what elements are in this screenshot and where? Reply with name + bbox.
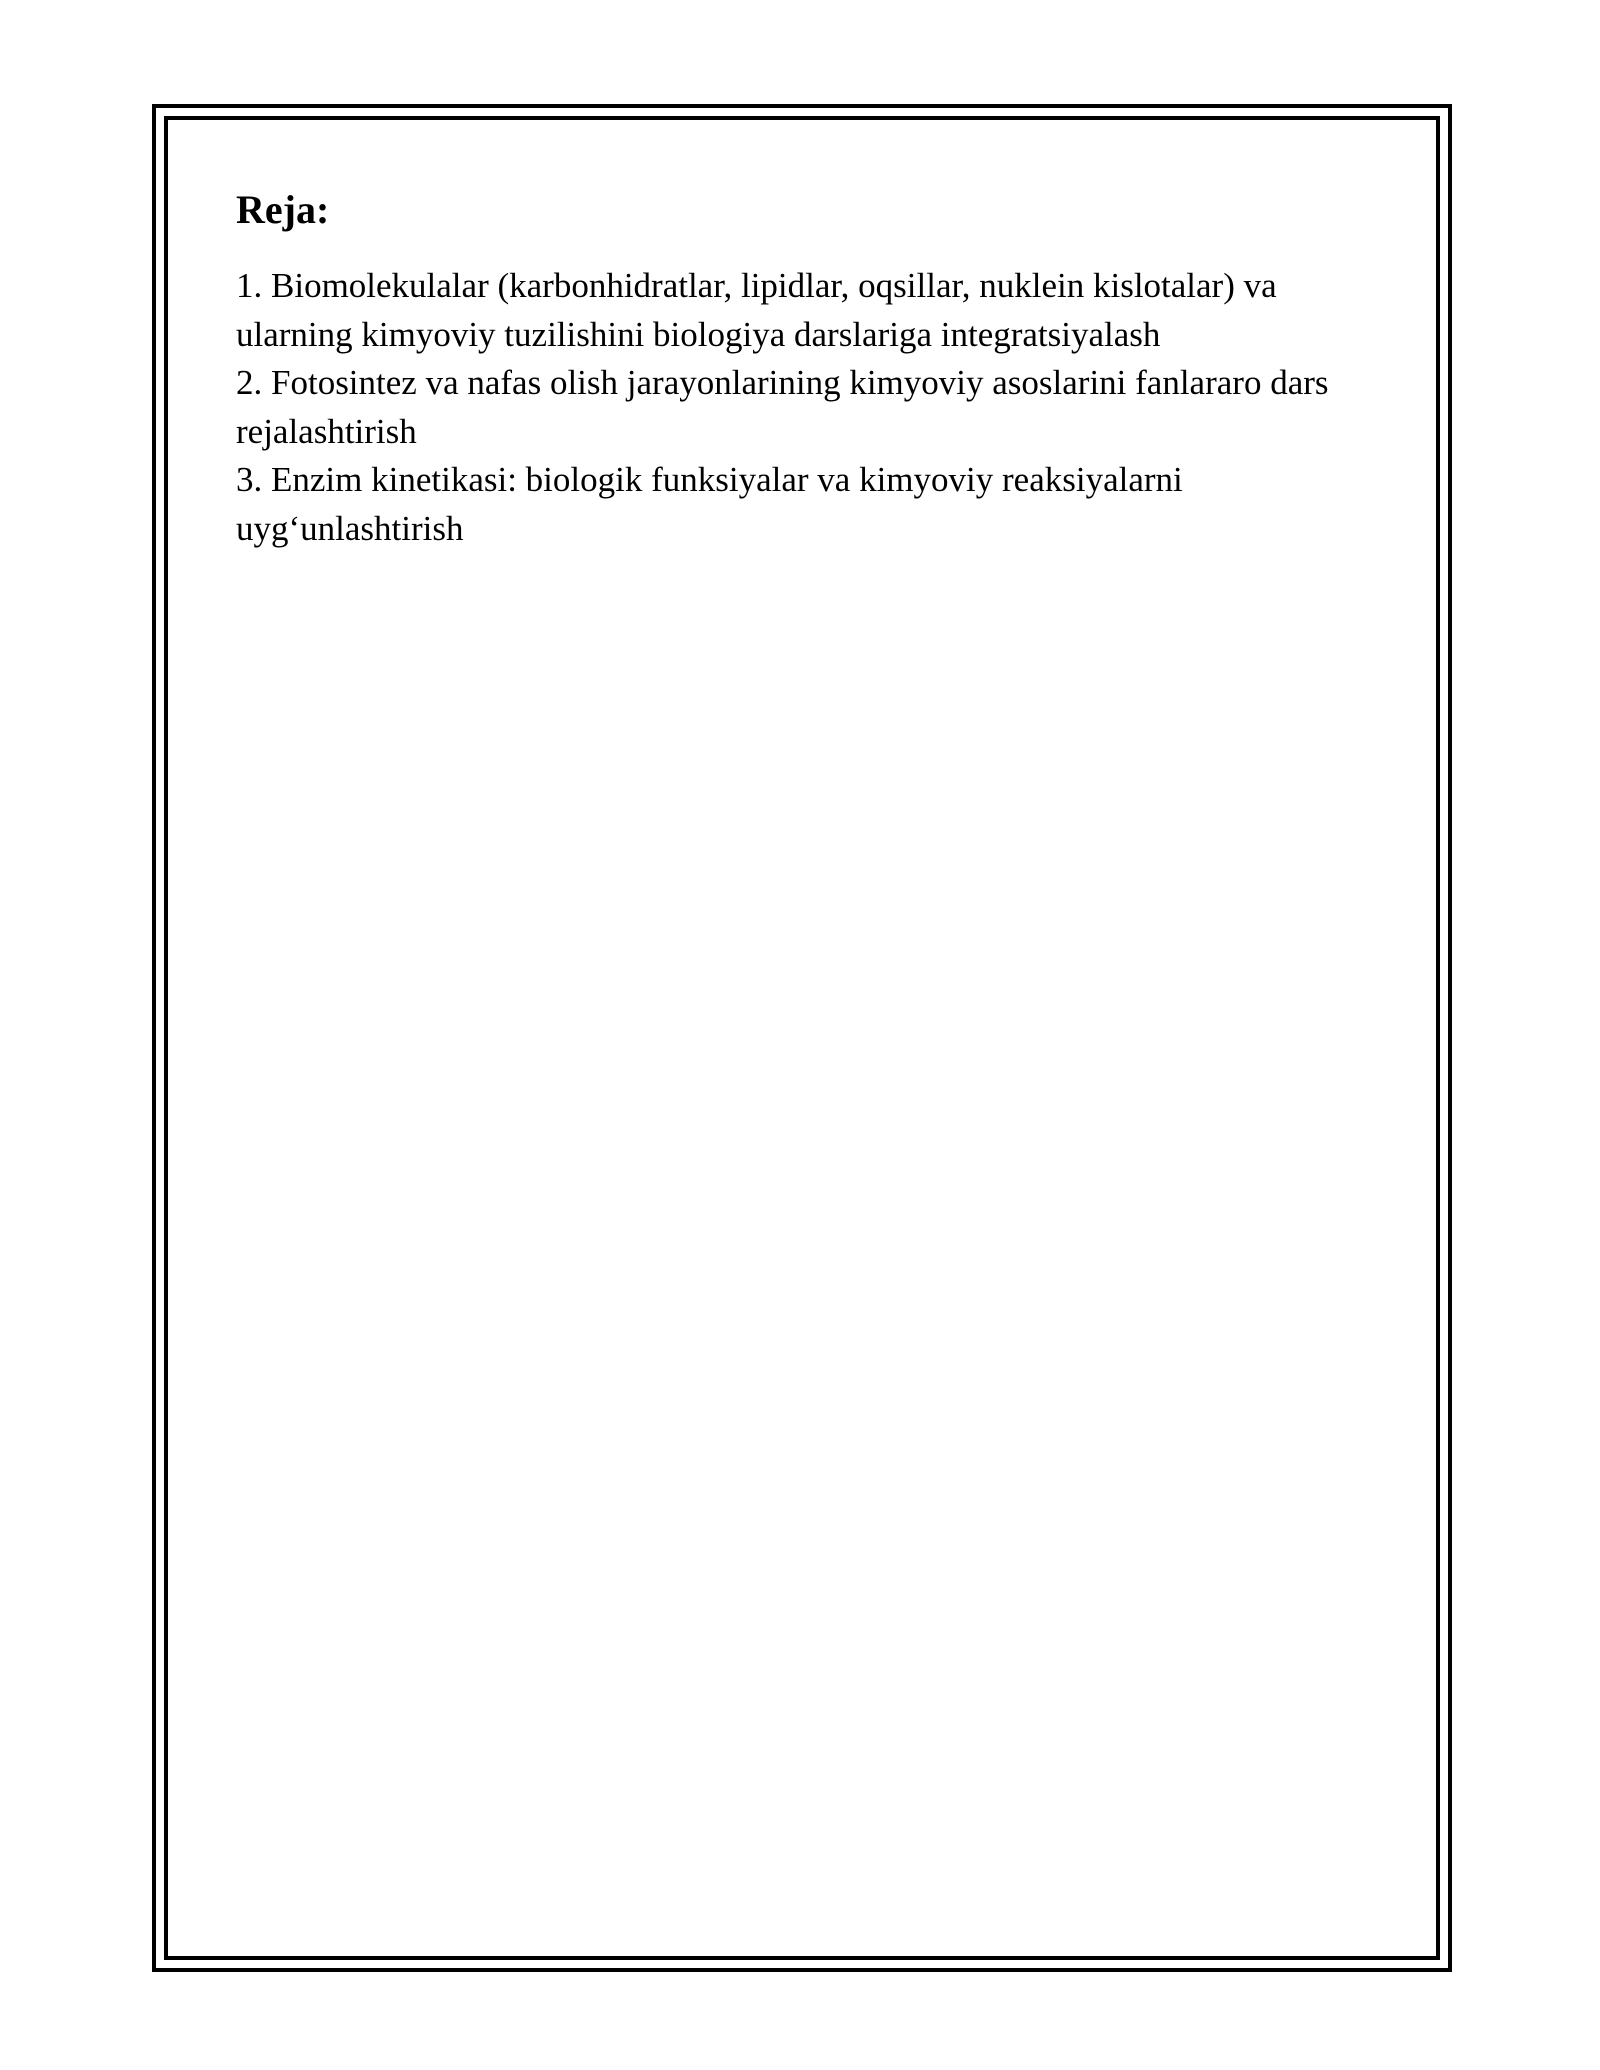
document-content	[236, 186, 1386, 553]
plan-list	[236, 262, 1386, 553]
plan-heading: Reja:	[236, 187, 330, 232]
plan-item-2: 2. Fotosintez va nafas olish jarayonlarining kimyoviy asoslarini fanlararo dars rejalashtirish	[236, 363, 1329, 451]
plan-item-3: 3. Enzim kinetikasi: biologik funksiyalar va kimyoviy reaksiyalarni uyg‘unlashtirish	[236, 460, 1183, 548]
plan-item-1: 1. Biomolekulalar (karbonhidratlar, lipidlar, oqsillar, nuklein kislotalar) va ularning kimyoviy tuzilishini biologiya darslariga integratsiyalash	[236, 266, 1277, 354]
